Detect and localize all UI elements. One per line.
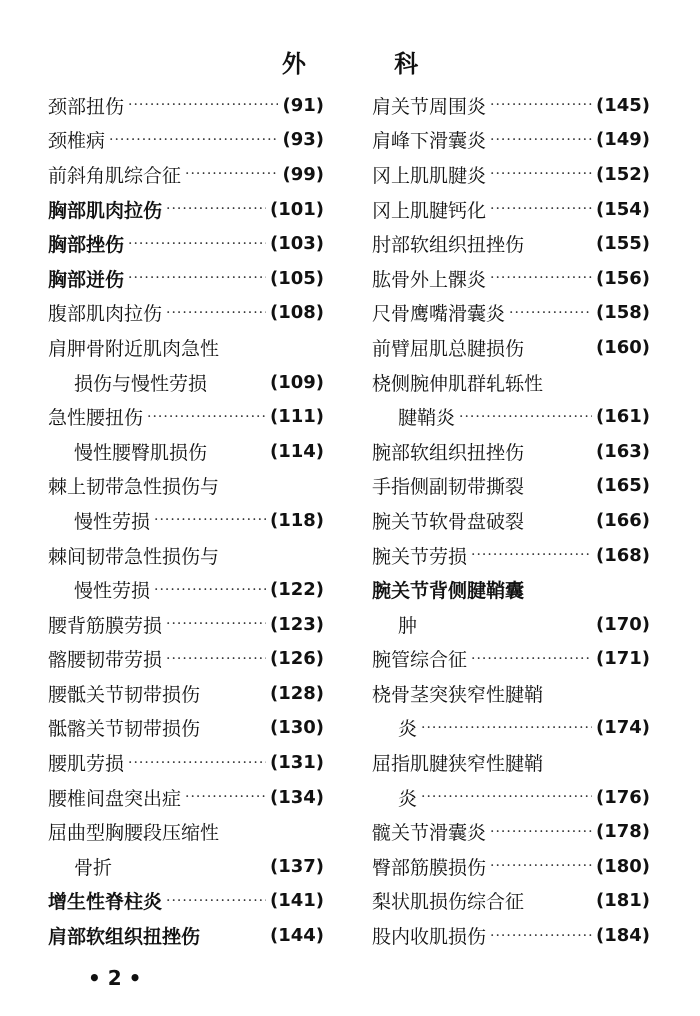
dot-leader bbox=[490, 132, 592, 148]
entry-title: 慢性腰臀肌损伤 bbox=[74, 441, 208, 464]
toc-entry bbox=[372, 849, 650, 884]
entry-page: (137) bbox=[269, 855, 324, 877]
entry-page: (118) bbox=[269, 509, 324, 531]
toc-entry bbox=[48, 607, 324, 642]
entry-page: (126) bbox=[269, 648, 324, 670]
toc-entry bbox=[372, 607, 650, 642]
entry-page: (174) bbox=[595, 717, 650, 739]
dot-leader bbox=[490, 824, 592, 840]
entry-page: (114) bbox=[269, 440, 324, 462]
dot-leader bbox=[128, 270, 266, 286]
dot-leader bbox=[459, 409, 592, 425]
dot-leader bbox=[166, 651, 266, 667]
toc-entry bbox=[48, 261, 324, 296]
toc-entry bbox=[372, 157, 650, 192]
entry-title: 腹部肌肉拉伤 bbox=[48, 303, 163, 326]
entry-page: (145) bbox=[595, 94, 650, 116]
dot-leader bbox=[128, 236, 266, 252]
entry-page: (168) bbox=[595, 544, 650, 566]
toc-entry-heading bbox=[372, 745, 650, 780]
entry-title: 损伤与慢性劳损 bbox=[74, 372, 208, 395]
entry-page: (165) bbox=[595, 475, 650, 497]
toc-entry bbox=[48, 88, 324, 123]
entry-title: 肩胛骨附近肌肉急性 bbox=[48, 337, 220, 360]
entry-title: 胸部肌肉拉伤 bbox=[48, 199, 163, 222]
dot-leader bbox=[166, 201, 266, 217]
entry-page: (163) bbox=[595, 440, 650, 462]
entry-page: (123) bbox=[269, 613, 324, 635]
dot-leader bbox=[166, 616, 266, 632]
toc-entry bbox=[372, 780, 650, 815]
dot-leader bbox=[490, 201, 592, 217]
toc-entry-heading bbox=[48, 469, 324, 504]
entry-title: 急性腰扭伤 bbox=[48, 407, 144, 430]
dot-leader bbox=[128, 97, 278, 113]
entry-page: (184) bbox=[595, 925, 650, 947]
entry-page: (158) bbox=[595, 302, 650, 324]
entry-title: 腰椎间盘突出症 bbox=[48, 787, 182, 810]
entry-title: 腰肌劳损 bbox=[48, 753, 125, 776]
toc-entry bbox=[372, 711, 650, 746]
entry-title: 腰骶关节韧带损伤 bbox=[48, 683, 201, 706]
toc-entry bbox=[48, 123, 324, 158]
entry-page: (180) bbox=[595, 855, 650, 877]
toc-entry-heading bbox=[48, 330, 324, 365]
toc-entry-heading bbox=[372, 365, 650, 400]
entry-page: (161) bbox=[595, 406, 650, 428]
dot-leader bbox=[154, 582, 266, 598]
entry-title: 腕关节劳损 bbox=[372, 545, 468, 568]
dot-leader bbox=[147, 409, 266, 425]
entry-page: (155) bbox=[595, 233, 650, 255]
toc-entry bbox=[372, 918, 650, 953]
entry-page: (99) bbox=[282, 163, 324, 185]
page-title: 外 科 bbox=[281, 50, 459, 78]
toc-entry bbox=[372, 399, 650, 434]
dot-leader bbox=[166, 305, 266, 321]
entry-title: 冈上肌腱钙化 bbox=[372, 199, 487, 222]
toc-entry bbox=[48, 572, 324, 607]
entry-title: 桡侧腕伸肌群轧轹性 bbox=[372, 372, 544, 395]
entry-page: (149) bbox=[595, 129, 650, 151]
entry-page: (122) bbox=[269, 579, 324, 601]
entry-title: 前臂屈肌总腱损伤 bbox=[372, 337, 525, 360]
page-number: • 2 • bbox=[88, 966, 142, 990]
entry-title: 炎 bbox=[398, 718, 418, 741]
entry-title: 腕部软组织扭挫伤 bbox=[372, 441, 525, 464]
dot-leader bbox=[421, 789, 592, 805]
entry-title: 颈部扭伤 bbox=[48, 95, 125, 118]
toc-entry-heading bbox=[48, 538, 324, 573]
entry-title: 前斜角肌综合征 bbox=[48, 164, 182, 187]
toc-entry bbox=[48, 226, 324, 261]
toc-entry bbox=[372, 884, 650, 919]
dot-leader bbox=[509, 305, 592, 321]
entry-page: (105) bbox=[269, 267, 324, 289]
toc-entry bbox=[372, 296, 650, 331]
toc-entry bbox=[48, 676, 324, 711]
entry-title: 胸部迸伤 bbox=[48, 268, 125, 291]
entry-title: 股内收肌损伤 bbox=[372, 926, 487, 949]
toc-entry bbox=[48, 884, 324, 919]
entry-title: 骨折 bbox=[74, 856, 113, 879]
entry-page: (128) bbox=[269, 682, 324, 704]
dot-leader bbox=[490, 928, 592, 944]
entry-title: 肩峰下滑囊炎 bbox=[372, 130, 487, 153]
entry-page: (178) bbox=[595, 821, 650, 843]
entry-title: 腕关节背侧腱鞘囊 bbox=[372, 580, 525, 603]
toc-entry-heading bbox=[48, 814, 324, 849]
entry-title: 梨状肌损伤综合征 bbox=[372, 891, 525, 914]
toc-entry bbox=[372, 814, 650, 849]
entry-title: 臀部筋膜损伤 bbox=[372, 856, 487, 879]
entry-page: (131) bbox=[269, 752, 324, 774]
dot-leader bbox=[490, 166, 592, 182]
entry-page: (156) bbox=[595, 267, 650, 289]
dot-leader bbox=[490, 270, 592, 286]
entry-page: (134) bbox=[269, 786, 324, 808]
dot-leader bbox=[185, 789, 266, 805]
entry-page: (109) bbox=[269, 371, 324, 393]
toc-entry bbox=[372, 434, 650, 469]
dot-leader bbox=[471, 547, 592, 563]
entry-page: (160) bbox=[595, 336, 650, 358]
entry-title: 屈指肌腱狭窄性腱鞘 bbox=[372, 753, 544, 776]
toc-entry bbox=[372, 88, 650, 123]
entry-page: (91) bbox=[282, 94, 324, 116]
toc-entry bbox=[372, 503, 650, 538]
toc-entry bbox=[48, 849, 324, 884]
toc-entry bbox=[48, 711, 324, 746]
toc-entry bbox=[48, 434, 324, 469]
dot-leader bbox=[490, 97, 592, 113]
entry-title: 炎 bbox=[398, 787, 418, 810]
toc-entry bbox=[48, 296, 324, 331]
toc-entry bbox=[48, 365, 324, 400]
toc-entry bbox=[48, 918, 324, 953]
toc-entry bbox=[372, 642, 650, 677]
toc-entry-heading bbox=[372, 676, 650, 711]
toc-entry bbox=[48, 399, 324, 434]
entry-title: 腕关节软骨盘破裂 bbox=[372, 510, 525, 533]
entry-title: 骶髂关节韧带损伤 bbox=[48, 718, 201, 741]
entry-title: 腕管综合征 bbox=[372, 649, 468, 672]
toc-left-column bbox=[48, 88, 324, 953]
toc-entry bbox=[372, 538, 650, 573]
entry-page: (103) bbox=[269, 233, 324, 255]
entry-title: 腱鞘炎 bbox=[398, 407, 456, 430]
toc-entry bbox=[372, 226, 650, 261]
entry-page: (152) bbox=[595, 163, 650, 185]
entry-title: 肱骨外上髁炎 bbox=[372, 268, 487, 291]
toc-entry bbox=[48, 642, 324, 677]
entry-page: (111) bbox=[269, 406, 324, 428]
entry-title: 肩关节周围炎 bbox=[372, 95, 487, 118]
entry-page: (93) bbox=[282, 129, 324, 151]
entry-title: 棘间韧带急性损伤与 bbox=[48, 545, 220, 568]
entry-page: (154) bbox=[595, 198, 650, 220]
entry-title: 肿 bbox=[398, 614, 418, 637]
entry-page: (170) bbox=[595, 613, 650, 635]
entry-title: 屈曲型胸腰段压缩性 bbox=[48, 822, 220, 845]
entry-title: 桡骨茎突狭窄性腱鞘 bbox=[372, 683, 544, 706]
entry-title: 增生性脊柱炎 bbox=[48, 891, 163, 914]
dot-leader bbox=[128, 755, 266, 771]
dot-leader bbox=[490, 858, 592, 874]
toc-entry bbox=[48, 745, 324, 780]
dot-leader bbox=[166, 893, 266, 909]
entry-page: (181) bbox=[595, 890, 650, 912]
toc-entry bbox=[372, 261, 650, 296]
entry-title: 胸部挫伤 bbox=[48, 234, 125, 257]
toc-entry bbox=[48, 780, 324, 815]
toc-entry bbox=[48, 192, 324, 227]
toc-entry bbox=[48, 503, 324, 538]
entry-page: (171) bbox=[595, 648, 650, 670]
entry-title: 冈上肌肌腱炎 bbox=[372, 164, 487, 187]
toc-entry bbox=[372, 469, 650, 504]
toc-entry bbox=[372, 330, 650, 365]
entry-page: (141) bbox=[269, 890, 324, 912]
toc-right-column bbox=[372, 88, 650, 953]
entry-title: 肘部软组织扭挫伤 bbox=[372, 234, 525, 257]
dot-leader bbox=[109, 132, 278, 148]
entry-page: (144) bbox=[269, 925, 324, 947]
entry-title: 手指侧副韧带撕裂 bbox=[372, 476, 525, 499]
entry-title: 颈椎病 bbox=[48, 130, 106, 153]
dot-leader bbox=[471, 651, 592, 667]
entry-title: 髂腰韧带劳损 bbox=[48, 649, 163, 672]
toc-entry bbox=[372, 192, 650, 227]
entry-title: 腰背筋膜劳损 bbox=[48, 614, 163, 637]
toc-entry-heading bbox=[372, 572, 650, 607]
dot-leader bbox=[154, 512, 266, 528]
dot-leader bbox=[185, 166, 278, 182]
entry-page: (101) bbox=[269, 198, 324, 220]
entry-title: 尺骨鹰嘴滑囊炎 bbox=[372, 303, 506, 326]
entry-page: (108) bbox=[269, 302, 324, 324]
entry-title: 肩部软组织扭挫伤 bbox=[48, 926, 201, 949]
entry-page: (130) bbox=[269, 717, 324, 739]
entry-title: 髋关节滑囊炎 bbox=[372, 822, 487, 845]
toc-entry bbox=[372, 123, 650, 158]
entry-title: 慢性劳损 bbox=[74, 580, 151, 603]
entry-page: (166) bbox=[595, 509, 650, 531]
dot-leader bbox=[421, 720, 592, 736]
toc-entry bbox=[48, 157, 324, 192]
entry-title: 慢性劳损 bbox=[74, 510, 151, 533]
entry-title: 棘上韧带急性损伤与 bbox=[48, 476, 220, 499]
entry-page: (176) bbox=[595, 786, 650, 808]
